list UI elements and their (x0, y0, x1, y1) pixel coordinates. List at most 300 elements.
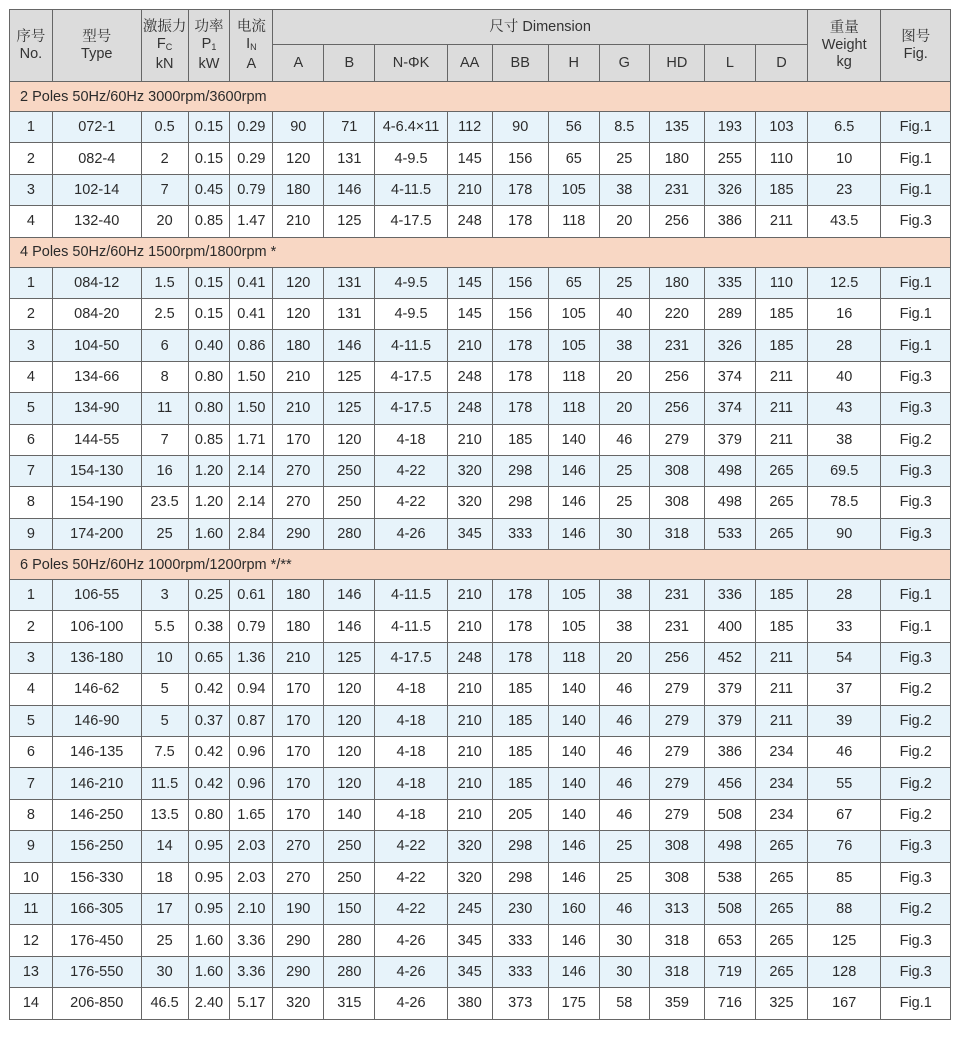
table-cell: 156 (492, 298, 548, 329)
table-cell: 211 (755, 424, 807, 455)
table-cell: 1.50 (230, 361, 273, 392)
section-title: 2 Poles 50Hz/60Hz 3000rpm/3600rpm (10, 82, 951, 112)
table-cell: 279 (649, 799, 704, 830)
table-cell: 0.65 (188, 642, 230, 673)
table-cell: 231 (649, 580, 704, 611)
table-cell: 4-22 (375, 893, 447, 924)
table-cell: 508 (704, 799, 755, 830)
table-cell: 16 (141, 455, 188, 486)
table-cell: 5.5 (141, 611, 188, 642)
table-cell: 11 (10, 893, 53, 924)
table-cell: 508 (704, 893, 755, 924)
col-dim-g: G (599, 45, 649, 82)
table-cell: 193 (704, 112, 755, 143)
table-cell: 210 (273, 361, 324, 392)
table-cell: 3.36 (230, 925, 273, 956)
col-dim-aa: AA (447, 45, 492, 82)
table-cell: Fig.1 (881, 112, 951, 143)
table-cell: 160 (548, 893, 599, 924)
table-cell: 280 (324, 518, 375, 549)
table-cell: 23 (807, 174, 880, 205)
table-cell: 14 (141, 831, 188, 862)
table-row (10, 143, 951, 174)
table-cell: 20 (599, 361, 649, 392)
table-cell: 248 (447, 206, 492, 237)
table-cell: 1.20 (188, 487, 230, 518)
table-cell: 265 (755, 956, 807, 987)
table-cell: 4-9.5 (375, 143, 447, 174)
col-no-en: No. (19, 45, 43, 62)
spec-table (9, 9, 951, 1020)
table-cell: 0.80 (188, 799, 230, 830)
table-cell: 4-26 (375, 956, 447, 987)
table-cell: 0.85 (188, 206, 230, 237)
section-title: 6 Poles 50Hz/60Hz 1000rpm/1200rpm */** (10, 550, 951, 580)
table-cell: 210 (447, 737, 492, 768)
table-cell: 170 (273, 424, 324, 455)
table-cell: 3 (141, 580, 188, 611)
table-row (10, 674, 951, 705)
table-cell: 0.80 (188, 393, 230, 424)
col-no (10, 10, 53, 82)
table-cell: 85 (807, 862, 880, 893)
table-cell: 270 (273, 831, 324, 862)
table-cell: 156-330 (52, 862, 141, 893)
table-cell: 0.95 (188, 831, 230, 862)
table-cell: 105 (548, 611, 599, 642)
table-cell: 146 (548, 518, 599, 549)
table-cell: 379 (704, 705, 755, 736)
table-cell: 156-250 (52, 831, 141, 862)
table-cell: 8 (10, 799, 53, 830)
table-cell: 0.79 (230, 174, 273, 205)
table-row (10, 298, 951, 329)
table-cell: 379 (704, 674, 755, 705)
table-cell: 210 (447, 799, 492, 830)
col-dim-a: A (273, 45, 324, 82)
table-cell: 0.42 (188, 768, 230, 799)
table-cell: 120 (324, 737, 375, 768)
col-current-sym: I (246, 35, 251, 52)
table-cell: 14 (10, 988, 53, 1019)
table-row (10, 424, 951, 455)
table-cell: Fig.2 (881, 768, 951, 799)
table-cell: 234 (755, 768, 807, 799)
table-cell: 145 (447, 143, 492, 174)
table-cell: 374 (704, 361, 755, 392)
table-cell: 4-26 (375, 925, 447, 956)
section-header-row (10, 550, 951, 580)
table-cell: 716 (704, 988, 755, 1019)
table-cell: 178 (492, 206, 548, 237)
table-cell: 166-305 (52, 893, 141, 924)
table-cell: 5 (10, 393, 53, 424)
table-row (10, 988, 951, 1019)
table-cell: 211 (755, 705, 807, 736)
table-cell: 120 (324, 674, 375, 705)
table-cell: 308 (649, 831, 704, 862)
table-cell: 125 (807, 925, 880, 956)
table-cell: 4-11.5 (375, 330, 447, 361)
table-cell: Fig.3 (881, 393, 951, 424)
table-cell: 298 (492, 831, 548, 862)
table-cell: 185 (755, 330, 807, 361)
section-title: 4 Poles 50Hz/60Hz 1500rpm/1800rpm * (10, 237, 951, 267)
table-cell: 23.5 (141, 487, 188, 518)
table-cell: 308 (649, 455, 704, 486)
table-cell: 106-100 (52, 611, 141, 642)
table-cell: 25 (599, 143, 649, 174)
col-weight-cn: 重量 (829, 20, 859, 36)
table-cell: 2.03 (230, 862, 273, 893)
table-cell: 180 (273, 174, 324, 205)
table-cell: 0.61 (230, 580, 273, 611)
table-row (10, 393, 951, 424)
table-cell: 333 (492, 956, 548, 987)
table-cell: 20 (599, 642, 649, 673)
table-row (10, 487, 951, 518)
table-cell: 56 (548, 112, 599, 143)
table-cell: 105 (548, 330, 599, 361)
table-cell: 234 (755, 799, 807, 830)
table-cell: 3.36 (230, 956, 273, 987)
table-cell: 279 (649, 674, 704, 705)
table-cell: 8.5 (599, 112, 649, 143)
table-cell: 178 (492, 361, 548, 392)
table-cell: 128 (807, 956, 880, 987)
col-dim-bb: BB (492, 45, 548, 82)
table-cell: 0.94 (230, 674, 273, 705)
table-cell: 185 (492, 737, 548, 768)
table-cell: 132-40 (52, 206, 141, 237)
table-cell: 1.36 (230, 642, 273, 673)
table-cell: 320 (447, 455, 492, 486)
table-cell: 69.5 (807, 455, 880, 486)
table-cell: 250 (324, 831, 375, 862)
section-header-row (10, 237, 951, 267)
table-cell: Fig.3 (881, 956, 951, 987)
table-row (10, 831, 951, 862)
table-cell: 210 (447, 768, 492, 799)
table-cell: 1.47 (230, 206, 273, 237)
table-cell: 146-135 (52, 737, 141, 768)
table-row (10, 642, 951, 673)
table-cell: 4-18 (375, 705, 447, 736)
table-row (10, 174, 951, 205)
table-cell: Fig.2 (881, 424, 951, 455)
table-cell: Fig.3 (881, 518, 951, 549)
table-cell: 1 (10, 580, 53, 611)
table-cell: 2.40 (188, 988, 230, 1019)
table-cell: 20 (599, 393, 649, 424)
table-cell: 533 (704, 518, 755, 549)
table-cell: 58 (599, 988, 649, 1019)
table-cell: 256 (649, 206, 704, 237)
table-cell: 43 (807, 393, 880, 424)
table-cell: 374 (704, 393, 755, 424)
table-cell: 326 (704, 174, 755, 205)
col-type (52, 10, 141, 82)
table-cell: 248 (447, 393, 492, 424)
table-row (10, 956, 951, 987)
table-row (10, 206, 951, 237)
table-cell: 456 (704, 768, 755, 799)
table-cell: 256 (649, 642, 704, 673)
table-cell: 8 (141, 361, 188, 392)
table-cell: 6 (10, 737, 53, 768)
table-cell: 538 (704, 862, 755, 893)
table-cell: 0.87 (230, 705, 273, 736)
table-cell: 125 (324, 361, 375, 392)
table-cell: 345 (447, 518, 492, 549)
col-force-sym: F (156, 35, 166, 52)
table-cell: 46 (599, 674, 649, 705)
table-cell: 4-22 (375, 862, 447, 893)
table-cell: 4-18 (375, 737, 447, 768)
table-cell: 185 (755, 580, 807, 611)
table-cell: 10 (807, 143, 880, 174)
table-cell: Fig.3 (881, 831, 951, 862)
table-cell: 146 (548, 455, 599, 486)
table-cell: 4-22 (375, 831, 447, 862)
table-cell: 4-26 (375, 518, 447, 549)
table-cell: 0.86 (230, 330, 273, 361)
table-cell: 256 (649, 361, 704, 392)
col-weight (807, 10, 880, 82)
col-force-sub: C (165, 41, 173, 52)
table-header (10, 10, 951, 82)
table-row (10, 768, 951, 799)
table-cell: 105 (548, 174, 599, 205)
table-cell: 178 (492, 174, 548, 205)
table-cell: 120 (324, 768, 375, 799)
table-row (10, 580, 951, 611)
table-cell: 136-180 (52, 642, 141, 673)
table-cell: 2.14 (230, 455, 273, 486)
col-current-cn: 电流 (236, 18, 266, 35)
table-cell: 185 (755, 611, 807, 642)
table-row (10, 455, 951, 486)
table-cell: Fig.3 (881, 455, 951, 486)
table-cell: 373 (492, 988, 548, 1019)
table-cell: 231 (649, 611, 704, 642)
table-cell: 46 (599, 799, 649, 830)
table-cell: 105 (548, 580, 599, 611)
table-cell: 178 (492, 330, 548, 361)
table-cell: Fig.2 (881, 799, 951, 830)
table-cell: 265 (755, 893, 807, 924)
table-cell: 265 (755, 925, 807, 956)
table-cell: 0.15 (188, 298, 230, 329)
table-cell: 30 (599, 956, 649, 987)
table-cell: 7.5 (141, 737, 188, 768)
table-cell: 146 (548, 925, 599, 956)
table-cell: 170 (273, 674, 324, 705)
table-cell: 386 (704, 206, 755, 237)
table-cell: 4-17.5 (375, 642, 447, 673)
table-cell: 131 (324, 298, 375, 329)
table-cell: 4 (10, 361, 53, 392)
table-cell: 498 (704, 455, 755, 486)
table-cell: 140 (548, 705, 599, 736)
table-cell: 5 (141, 674, 188, 705)
table-cell: 211 (755, 393, 807, 424)
table-cell: 104-50 (52, 330, 141, 361)
table-cell: 4-17.5 (375, 393, 447, 424)
col-fig (881, 10, 951, 82)
table-cell: 290 (273, 925, 324, 956)
table-body (10, 82, 951, 1020)
table-cell: 308 (649, 487, 704, 518)
table-cell: 082-4 (52, 143, 141, 174)
section-header-row (10, 82, 951, 112)
table-cell: 118 (548, 393, 599, 424)
table-cell: 46 (599, 737, 649, 768)
table-cell: 167 (807, 988, 880, 1019)
table-cell: 250 (324, 455, 375, 486)
table-cell: 400 (704, 611, 755, 642)
table-cell: 180 (273, 330, 324, 361)
table-cell: 120 (324, 705, 375, 736)
col-power-sub: 1 (211, 41, 217, 52)
table-cell: 118 (548, 642, 599, 673)
col-weight-unit: kg (836, 54, 852, 70)
table-cell: 313 (649, 893, 704, 924)
table-cell: 1.5 (141, 267, 188, 298)
table-cell: Fig.1 (881, 298, 951, 329)
col-type-cn: 型号 (82, 28, 112, 45)
table-cell: 2.10 (230, 893, 273, 924)
table-cell: 4 (10, 674, 53, 705)
table-row (10, 737, 951, 768)
table-cell: Fig.2 (881, 674, 951, 705)
table-cell: 270 (273, 455, 324, 486)
table-cell: 279 (649, 424, 704, 455)
table-row (10, 330, 951, 361)
table-cell: 9 (10, 518, 53, 549)
table-cell: 280 (324, 925, 375, 956)
table-cell: 210 (447, 705, 492, 736)
table-cell: Fig.2 (881, 705, 951, 736)
table-cell: 1.65 (230, 799, 273, 830)
table-cell: 37 (807, 674, 880, 705)
table-cell: 4-18 (375, 424, 447, 455)
col-current (230, 10, 273, 82)
table-cell: 336 (704, 580, 755, 611)
table-cell: 320 (273, 988, 324, 1019)
table-cell: 4-9.5 (375, 298, 447, 329)
table-cell: 13.5 (141, 799, 188, 830)
table-cell: 175 (548, 988, 599, 1019)
table-cell: 280 (324, 956, 375, 987)
table-cell: 211 (755, 642, 807, 673)
table-cell: 146 (548, 487, 599, 518)
table-cell: 5 (10, 705, 53, 736)
table-cell: 30 (599, 518, 649, 549)
table-cell: 4-18 (375, 768, 447, 799)
table-cell: 3 (10, 330, 53, 361)
table-cell: 4-11.5 (375, 580, 447, 611)
table-cell: 20 (599, 206, 649, 237)
table-cell: 178 (492, 393, 548, 424)
table-cell: 210 (447, 330, 492, 361)
table-cell: 1.71 (230, 424, 273, 455)
table-cell: 4-22 (375, 487, 447, 518)
col-force-unit: kN (155, 55, 174, 72)
table-cell: 10 (141, 642, 188, 673)
table-cell: 279 (649, 768, 704, 799)
table-cell: 0.29 (230, 112, 273, 143)
table-cell: 0.95 (188, 862, 230, 893)
table-cell: 131 (324, 267, 375, 298)
table-cell: 4-22 (375, 455, 447, 486)
table-cell: 146 (548, 956, 599, 987)
table-cell: 270 (273, 862, 324, 893)
table-cell: Fig.1 (881, 267, 951, 298)
table-cell: 170 (273, 705, 324, 736)
table-cell: 4 (10, 206, 53, 237)
table-cell: 250 (324, 862, 375, 893)
table-cell: 146 (324, 611, 375, 642)
table-cell: 255 (704, 143, 755, 174)
table-cell: 146-210 (52, 768, 141, 799)
table-cell: 140 (548, 768, 599, 799)
table-row (10, 799, 951, 830)
table-cell: 333 (492, 518, 548, 549)
col-dim-h: H (548, 45, 599, 82)
table-cell: 318 (649, 925, 704, 956)
table-cell: Fig.2 (881, 893, 951, 924)
table-cell: 185 (755, 298, 807, 329)
table-cell: 2.03 (230, 831, 273, 862)
table-cell: 154-130 (52, 455, 141, 486)
col-type-en: Type (81, 45, 113, 62)
table-cell: 0.80 (188, 361, 230, 392)
table-cell: 245 (447, 893, 492, 924)
table-cell: Fig.3 (881, 642, 951, 673)
table-cell: 146 (324, 580, 375, 611)
table-cell: 25 (599, 831, 649, 862)
table-cell: 71 (324, 112, 375, 143)
table-cell: 46 (599, 705, 649, 736)
table-cell: 46 (599, 893, 649, 924)
table-cell: 30 (141, 956, 188, 987)
table-cell: 248 (447, 642, 492, 673)
col-power-sym: P (201, 35, 212, 52)
table-cell: 230 (492, 893, 548, 924)
col-current-sub: N (250, 41, 257, 52)
col-dim-l: L (704, 45, 755, 82)
table-cell: 135 (649, 112, 704, 143)
table-cell: Fig.1 (881, 174, 951, 205)
table-cell: 78.5 (807, 487, 880, 518)
table-cell: 55 (807, 768, 880, 799)
table-cell: 140 (548, 737, 599, 768)
col-dim-d: D (755, 45, 807, 82)
table-cell: 290 (273, 518, 324, 549)
table-cell: 110 (755, 267, 807, 298)
table-cell: 0.41 (230, 298, 273, 329)
table-cell: 320 (447, 831, 492, 862)
table-cell: 2 (10, 143, 53, 174)
table-cell: 7 (141, 424, 188, 455)
table-cell: Fig.3 (881, 206, 951, 237)
table-cell: 0.40 (188, 330, 230, 361)
table-cell: Fig.1 (881, 988, 951, 1019)
table-cell: 150 (324, 893, 375, 924)
col-power-unit: kW (198, 55, 220, 72)
table-cell: 106-55 (52, 580, 141, 611)
